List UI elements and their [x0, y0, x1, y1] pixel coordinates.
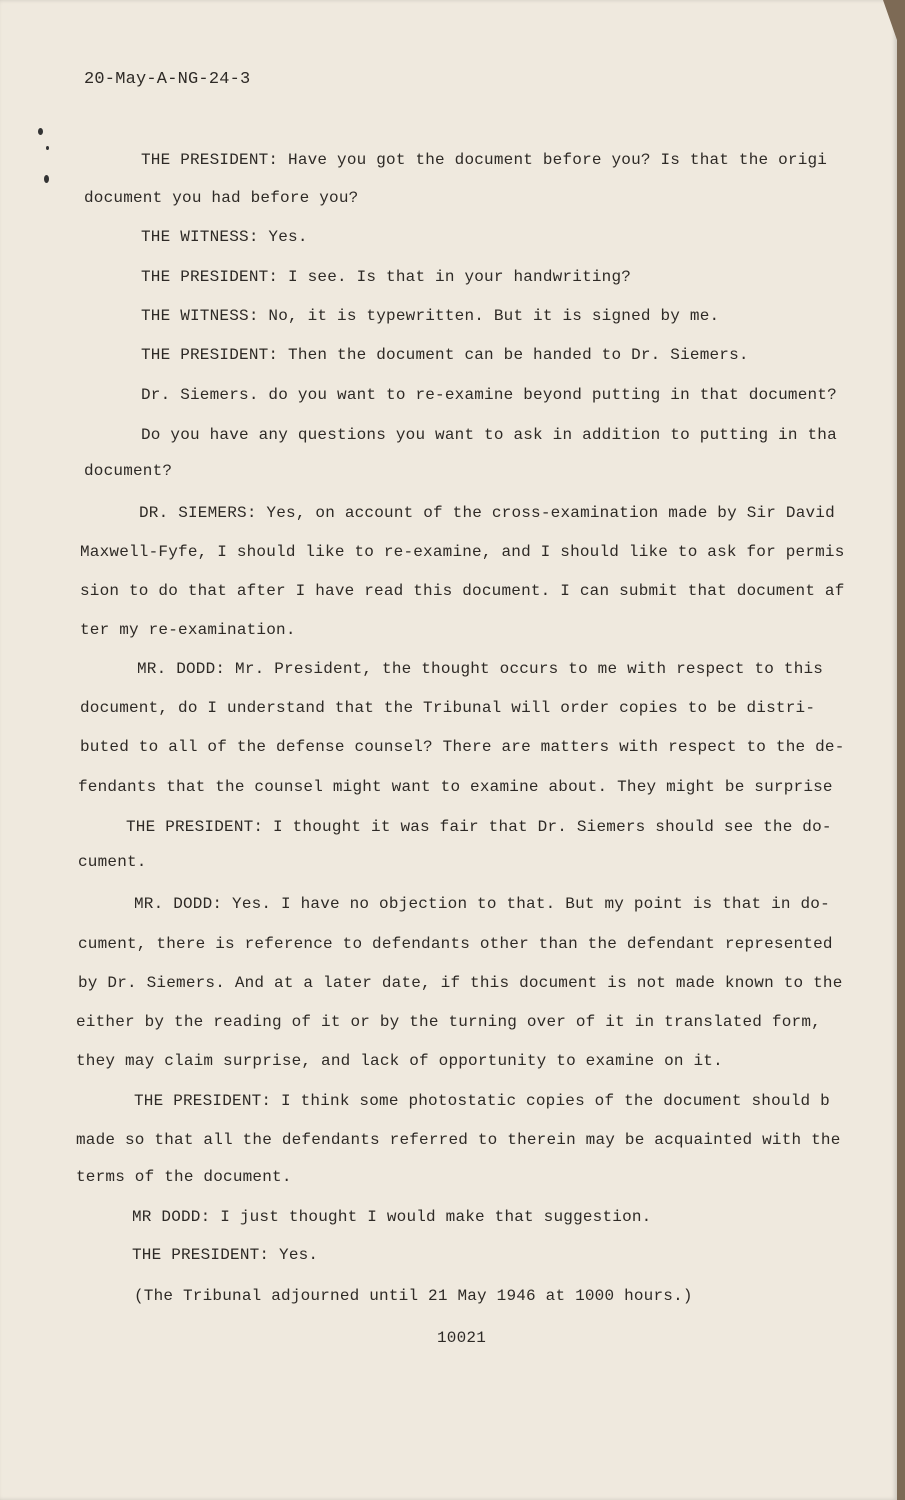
transcript-line: cument. — [78, 853, 147, 871]
transcript-line: they may claim surprise, and lack of opportunity to examine on it. — [76, 1052, 723, 1070]
transcript-line: DR. SIEMERS: Yes, on account of the cross-examination made by Sir David — [139, 504, 835, 522]
page-number: 10021 — [437, 1329, 487, 1347]
transcript-line: THE WITNESS: No, it is typewritten. But it is signed by me. — [141, 307, 720, 325]
transcript-line: THE PRESIDENT: Yes. — [132, 1246, 319, 1264]
transcript-line: MR. DODD: Yes. I have no objection to that. But my point is that in do- — [134, 895, 830, 913]
transcript-line: sion to do that after I have read this document. I can submit that document af — [80, 582, 845, 600]
transcript-line: cument, there is reference to defendants other than the defendant represented — [78, 935, 833, 953]
transcript-line: document you had before you? — [84, 189, 359, 207]
transcript-line: THE PRESIDENT: I see. Is that in your handwriting? — [141, 268, 632, 286]
transcript-line: MR DODD: I just thought I would make that suggestion. — [132, 1208, 652, 1226]
transcript-line: buted to all of the defense counsel? There are matters with respect to the de- — [80, 738, 845, 756]
transcript-line: MR. DODD: Mr. President, the thought occurs to me with respect to this — [137, 660, 824, 678]
transcript-line: either by the reading of it or by the turning over of it in translated form, — [76, 1013, 821, 1031]
margin-mark — [44, 175, 49, 183]
transcript-line: THE PRESIDENT: Have you got the document before you? Is that the origi — [141, 151, 828, 169]
transcript-line: Dr. Siemers. do you want to re-examine beyond putting in that document? — [141, 386, 837, 404]
transcript-line: by Dr. Siemers. And at a later date, if this document is not made known to the — [78, 974, 843, 992]
transcript-line: THE PRESIDENT: I think some photostatic copies of the document should b — [134, 1092, 830, 1110]
transcript-line: Do you have any questions you want to ask in addition to putting in tha — [141, 426, 837, 444]
transcript-line: terms of the document. — [76, 1168, 292, 1186]
page-corner — [883, 0, 897, 40]
margin-mark — [38, 128, 43, 135]
transcript-line: made so that all the defendants referred to therein may be acquainted with the — [76, 1131, 841, 1149]
transcript-line: THE PRESIDENT: I thought it was fair that Dr. Siemers should see the do- — [126, 818, 832, 836]
transcript-line: Maxwell-Fyfe, I should like to re-examine, and I should like to ask for permis — [80, 543, 845, 561]
transcript-line: THE WITNESS: Yes. — [141, 228, 308, 246]
transcript-line: fendants that the counsel might want to examine about. They might be surprise — [78, 778, 833, 796]
document-reference: 20-May-A-NG-24-3 — [84, 70, 251, 89]
transcript-line: document, do I understand that the Tribunal will order copies to be distri- — [80, 699, 816, 717]
transcript-line: ter my re-examination. — [80, 621, 296, 639]
transcript-line: THE PRESIDENT: Then the document can be handed to Dr. Siemers. — [141, 346, 749, 364]
transcript-line: document? — [84, 462, 173, 480]
transcript-line: (The Tribunal adjourned until 21 May 1946 at 1000 hours.) — [134, 1287, 693, 1305]
margin-mark — [46, 146, 49, 150]
